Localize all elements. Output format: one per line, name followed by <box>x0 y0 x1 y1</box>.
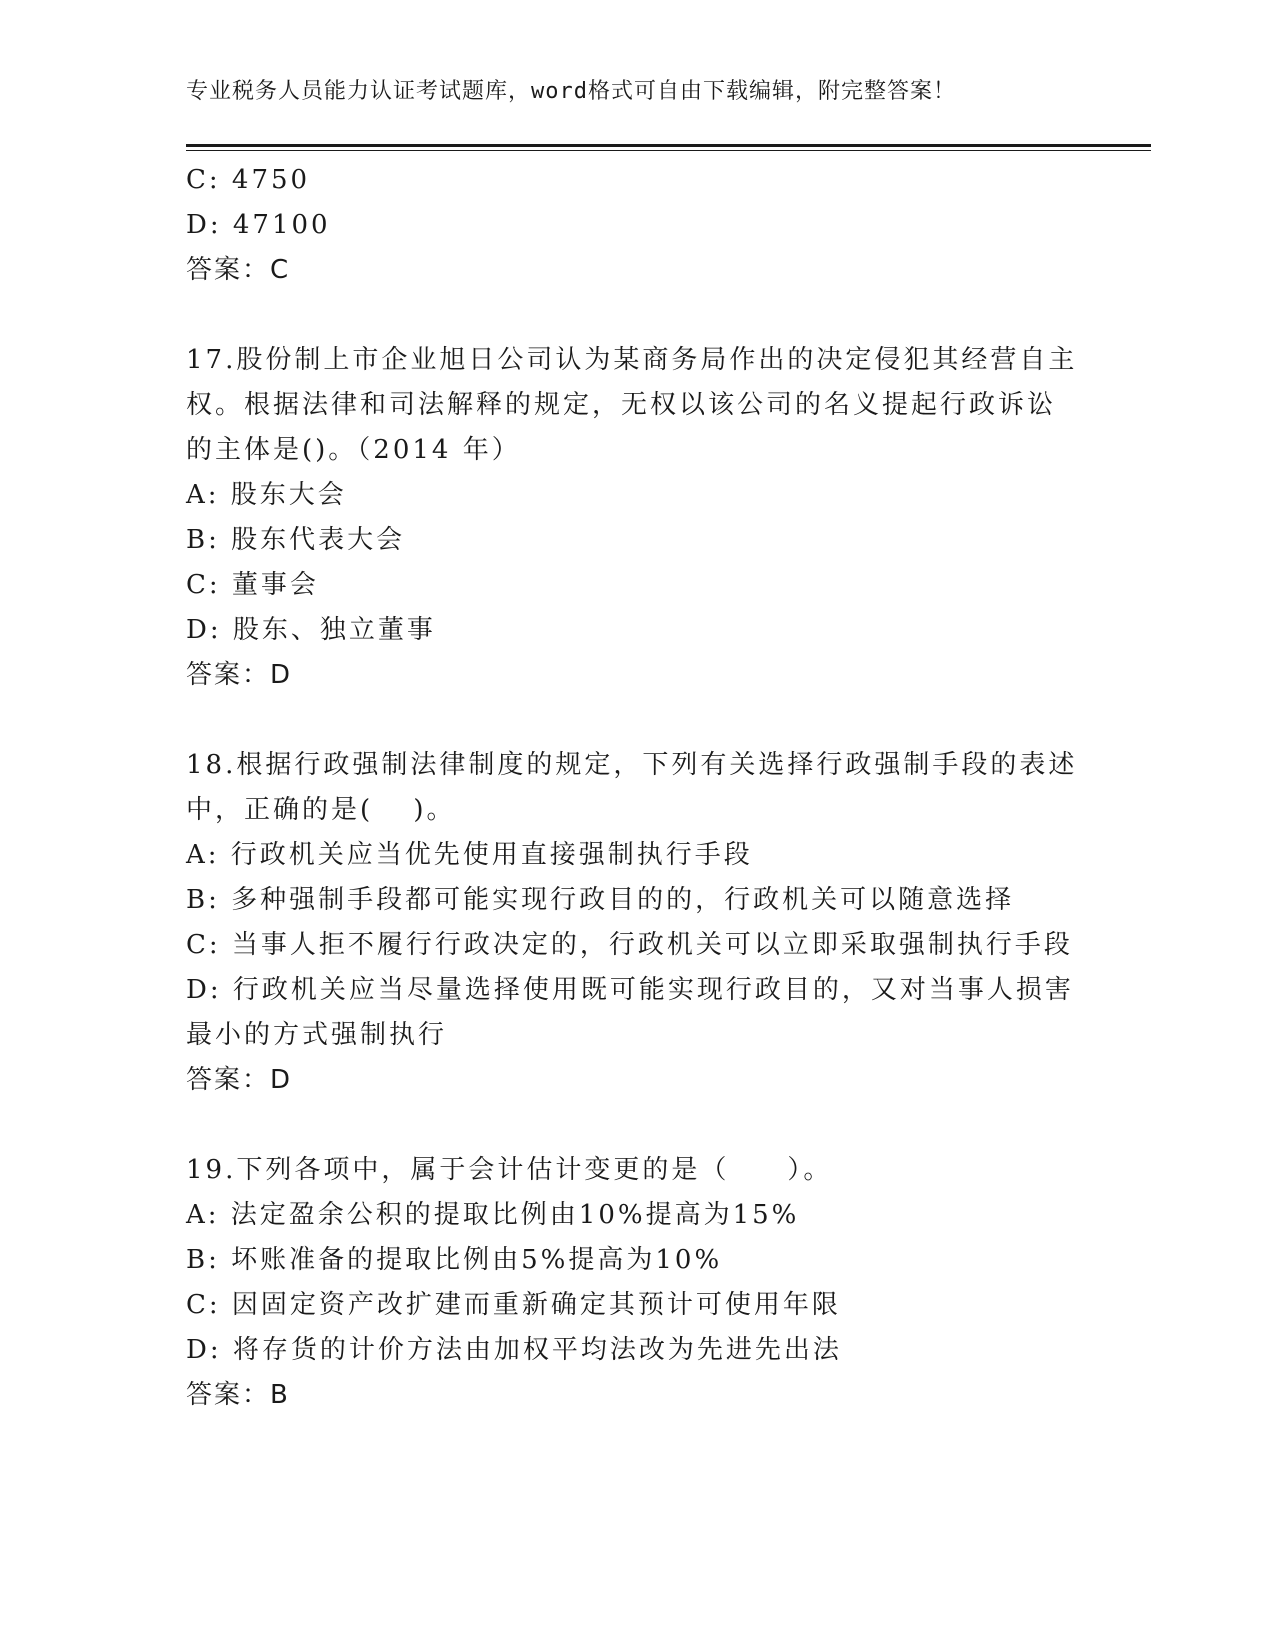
page-header: 专业税务人员能力认证考试题库，word格式可自由下载编辑，附完整答案！ <box>186 79 956 104</box>
question-text: 权。根据法律和司法解释的规定，无权以该公司的名义提起行政诉讼 <box>186 390 1057 420</box>
option-c: C: 当事人拒不履行行政决定的，行政机关可以立即采取强制执行手段 <box>186 930 1073 960</box>
question-text: 中，正确的是( )。 <box>186 795 456 825</box>
option-d: D: 47100 <box>186 210 331 240</box>
option-a: A: 法定盈余公积的提取比例由10%提高为15% <box>186 1200 800 1230</box>
header-rule-thin <box>186 150 1151 151</box>
question-19 <box>186 1148 1086 1418</box>
option-d-continued: 最小的方式强制执行 <box>186 1020 448 1050</box>
option-d: D: 将存货的计价方法由加权平均法改为先进先出法 <box>186 1335 842 1365</box>
question-18 <box>186 743 1086 1103</box>
answer-line: 答案：D <box>186 660 293 690</box>
option-b: B: 多种强制手段都可能实现行政目的的，行政机关可以随意选择 <box>186 885 1015 915</box>
option-a: A: 行政机关应当优先使用直接强制执行手段 <box>186 840 753 870</box>
option-c: C: 4750 <box>186 165 311 195</box>
option-d: D: 行政机关应当尽量选择使用既可能实现行政目的，又对当事人损害 <box>186 975 1074 1005</box>
answer-line: 答案：B <box>186 1380 290 1410</box>
option-c: C: 因固定资产改扩建而重新确定其预计可使用年限 <box>186 1290 841 1320</box>
answer-line: 答案：C <box>186 255 291 285</box>
question-text: 的主体是()。（2014 年） <box>186 435 521 465</box>
answer-line: 答案：D <box>186 1065 293 1095</box>
option-b: B: 坏账准备的提取比例由5%提高为10% <box>186 1245 723 1275</box>
spacer <box>186 1103 1086 1148</box>
option-c: C: 董事会 <box>186 570 319 600</box>
spacer <box>186 698 1086 743</box>
question-text: 19.下列各项中，属于会计估计变更的是（ ）。 <box>186 1155 833 1185</box>
question-text: 17.股份制上市企业旭日公司认为某商务局作出的决定侵犯其经营自主 <box>186 345 1078 375</box>
header-rule-thick <box>186 144 1151 147</box>
option-d: D: 股东、独立董事 <box>186 615 436 645</box>
option-a: A: 股东大会 <box>186 480 347 510</box>
question-content <box>186 158 1086 1418</box>
option-b: B: 股东代表大会 <box>186 525 406 555</box>
question-17 <box>186 338 1086 698</box>
partial-question <box>186 158 1086 293</box>
question-text: 18.根据行政强制法律制度的规定，下列有关选择行政强制手段的表述 <box>186 750 1078 780</box>
spacer <box>186 293 1086 338</box>
